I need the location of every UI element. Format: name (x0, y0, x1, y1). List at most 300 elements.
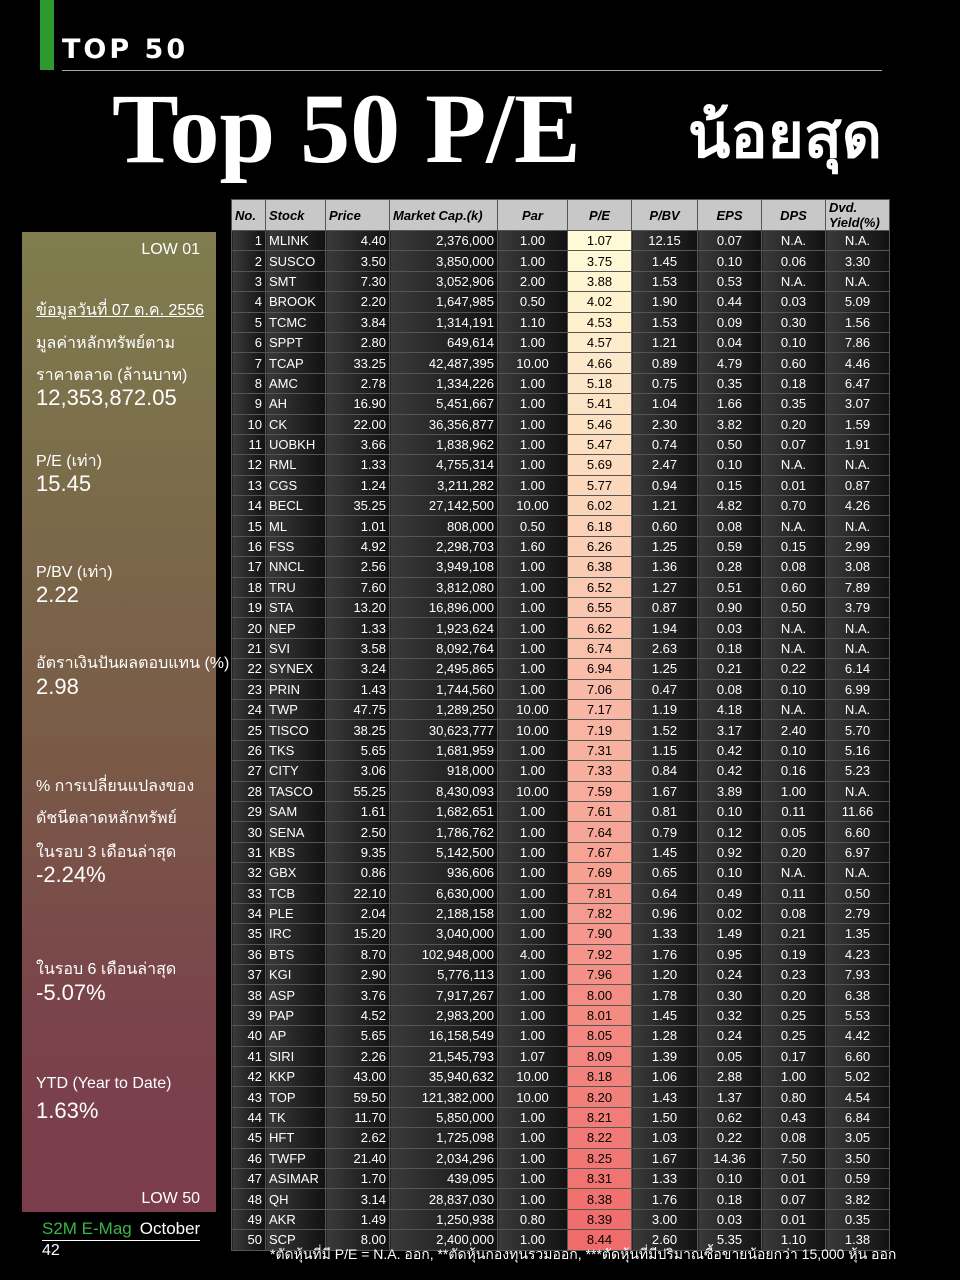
cell-stock: MLINK (266, 231, 326, 251)
cell-dps: N.A. (762, 455, 826, 475)
cell-par: 1.00 (498, 577, 568, 597)
cell-market-cap: 2,034,296 (390, 1148, 498, 1168)
cell-market-cap: 1,744,560 (390, 679, 498, 699)
cell-price: 59.50 (326, 1087, 390, 1107)
cell-par: 10.00 (498, 699, 568, 719)
cell-dps: 0.16 (762, 761, 826, 781)
cell-no: 18 (232, 577, 266, 597)
cell-market-cap: 1,314,191 (390, 312, 498, 332)
cell-price: 15.20 (326, 924, 390, 944)
cell-stock: TWP (266, 699, 326, 719)
cell-par: 2.00 (498, 271, 568, 291)
cell-par: 0.50 (498, 516, 568, 536)
cell-pbv: 0.96 (632, 903, 698, 923)
cell-no: 34 (232, 903, 266, 923)
table-row (232, 332, 890, 352)
cell-par: 1.00 (498, 1107, 568, 1127)
cell-market-cap: 28,837,030 (390, 1189, 498, 1209)
cell-eps: 0.10 (698, 251, 762, 271)
cell-market-cap: 1,334,226 (390, 373, 498, 393)
cell-par: 1.00 (498, 414, 568, 434)
cell-market-cap: 2,983,200 (390, 1005, 498, 1025)
table-row (232, 475, 890, 495)
cell-par: 1.00 (498, 618, 568, 638)
cell-dps: 0.11 (762, 801, 826, 821)
change-3m-label: ในรอบ 3 เดือนล่าสุด (36, 844, 177, 861)
cell-par: 1.00 (498, 373, 568, 393)
cell-pbv: 0.79 (632, 822, 698, 842)
cell-pbv: 0.65 (632, 863, 698, 883)
cell-dvd-yield: 6.47 (826, 373, 890, 393)
cell-pe: 5.69 (568, 455, 632, 475)
cell-dps: 0.20 (762, 414, 826, 434)
cell-price: 1.49 (326, 1209, 390, 1229)
change-6m-label: ในรอบ 6 เดือนล่าสุด (36, 961, 177, 978)
cell-dvd-yield: 5.53 (826, 1005, 890, 1025)
cell-dvd-yield: 5.02 (826, 1067, 890, 1087)
cell-pbv: 1.21 (632, 496, 698, 516)
cell-market-cap: 35,940,632 (390, 1067, 498, 1087)
cell-no: 25 (232, 720, 266, 740)
cell-par: 1.00 (498, 394, 568, 414)
cell-stock: TK (266, 1107, 326, 1127)
cell-no: 23 (232, 679, 266, 699)
cell-market-cap: 42,487,395 (390, 353, 498, 373)
cell-stock: PLE (266, 903, 326, 923)
cell-no: 42 (232, 1067, 266, 1087)
cell-pbv: 1.21 (632, 332, 698, 352)
cell-price: 7.30 (326, 271, 390, 291)
cell-eps: 0.42 (698, 740, 762, 760)
cell-par: 1.60 (498, 536, 568, 556)
cell-eps: 0.12 (698, 822, 762, 842)
cell-dps: 0.06 (762, 251, 826, 271)
cell-dps: 2.40 (762, 720, 826, 740)
cell-pe: 4.57 (568, 332, 632, 352)
cell-pbv: 1.67 (632, 1148, 698, 1168)
cell-pe: 5.77 (568, 475, 632, 495)
table-row (232, 1026, 890, 1046)
cell-par: 10.00 (498, 720, 568, 740)
header-divider (62, 70, 882, 71)
cell-stock: STA (266, 598, 326, 618)
table-row (232, 1128, 890, 1148)
cell-no: 2 (232, 251, 266, 271)
cell-dps: 0.21 (762, 924, 826, 944)
cell-no: 7 (232, 353, 266, 373)
cell-par: 1.07 (498, 1046, 568, 1066)
cell-price: 22.00 (326, 414, 390, 434)
cell-price: 43.00 (326, 1067, 390, 1087)
cell-price: 2.78 (326, 373, 390, 393)
cell-par: 1.00 (498, 557, 568, 577)
table-row (232, 699, 890, 719)
cell-price: 9.35 (326, 842, 390, 862)
cell-eps: 0.44 (698, 292, 762, 312)
cell-dvd-yield: 0.59 (826, 1168, 890, 1188)
cell-market-cap: 439,095 (390, 1168, 498, 1188)
cell-stock: SUSCO (266, 251, 326, 271)
cell-eps: 0.15 (698, 475, 762, 495)
cell-dvd-yield: 5.70 (826, 720, 890, 740)
cell-dps: 0.11 (762, 883, 826, 903)
cell-dps: 0.50 (762, 598, 826, 618)
cell-pbv: 1.76 (632, 1189, 698, 1209)
cell-dps: 7.50 (762, 1148, 826, 1168)
cell-stock: TKS (266, 740, 326, 760)
cell-price: 3.66 (326, 434, 390, 454)
table-row (232, 496, 890, 516)
cell-stock: CK (266, 414, 326, 434)
cell-pbv: 1.33 (632, 1168, 698, 1188)
cell-market-cap: 1,786,762 (390, 822, 498, 842)
cell-eps: 3.89 (698, 781, 762, 801)
cell-stock: SMT (266, 271, 326, 291)
cell-market-cap: 4,755,314 (390, 455, 498, 475)
cell-stock: TASCO (266, 781, 326, 801)
cell-no: 13 (232, 475, 266, 495)
cell-pe: 7.64 (568, 822, 632, 842)
cell-eps: 0.35 (698, 373, 762, 393)
cell-eps: 0.08 (698, 679, 762, 699)
cell-dps: 0.19 (762, 944, 826, 964)
cell-par: 4.00 (498, 944, 568, 964)
col-stock: Stock (266, 200, 326, 231)
cell-pbv: 1.52 (632, 720, 698, 740)
cell-price: 1.24 (326, 475, 390, 495)
cell-no: 17 (232, 557, 266, 577)
magazine-month: October (139, 1219, 201, 1238)
cell-price: 0.86 (326, 863, 390, 883)
cell-dvd-yield: 0.50 (826, 883, 890, 903)
table-row (232, 434, 890, 454)
cell-par: 1.00 (498, 1148, 568, 1168)
cell-price: 5.65 (326, 740, 390, 760)
cell-dvd-yield: 3.50 (826, 1148, 890, 1168)
cell-dvd-yield: 1.56 (826, 312, 890, 332)
cell-pbv: 1.28 (632, 1026, 698, 1046)
cell-stock: TCB (266, 883, 326, 903)
cell-price: 5.65 (326, 1026, 390, 1046)
cell-market-cap: 1,647,985 (390, 292, 498, 312)
mcap-label-2: ราคาตลาด (ล้านบาท) (36, 367, 188, 384)
table-row (232, 251, 890, 271)
cell-no: 21 (232, 638, 266, 658)
cell-no: 36 (232, 944, 266, 964)
cell-pbv: 1.15 (632, 740, 698, 760)
cell-pe: 6.52 (568, 577, 632, 597)
cell-pe: 8.09 (568, 1046, 632, 1066)
cell-par: 0.50 (498, 292, 568, 312)
cell-stock: NEP (266, 618, 326, 638)
cell-market-cap: 3,040,000 (390, 924, 498, 944)
cell-price: 2.04 (326, 903, 390, 923)
cell-dvd-yield: 6.84 (826, 1107, 890, 1127)
cell-market-cap: 121,382,000 (390, 1087, 498, 1107)
cell-par: 10.00 (498, 496, 568, 516)
cell-eps: 0.90 (698, 598, 762, 618)
cell-pbv: 0.75 (632, 373, 698, 393)
cell-dvd-yield: 2.99 (826, 536, 890, 556)
cell-market-cap: 1,250,938 (390, 1209, 498, 1229)
cell-dvd-yield: 5.09 (826, 292, 890, 312)
cell-price: 38.25 (326, 720, 390, 740)
cell-pe: 8.20 (568, 1087, 632, 1107)
cell-no: 15 (232, 516, 266, 536)
cell-no: 50 (232, 1230, 266, 1250)
cell-market-cap: 2,495,865 (390, 659, 498, 679)
cell-no: 16 (232, 536, 266, 556)
cell-dps: 0.01 (762, 1209, 826, 1229)
cell-price: 1.70 (326, 1168, 390, 1188)
cell-eps: 5.35 (698, 1230, 762, 1250)
cell-stock: PRIN (266, 679, 326, 699)
cell-pe: 7.33 (568, 761, 632, 781)
page-title: Top 50 P/E (112, 73, 581, 184)
cell-market-cap: 3,052,906 (390, 271, 498, 291)
cell-dps: N.A. (762, 516, 826, 536)
cell-dvd-yield: 4.23 (826, 944, 890, 964)
cell-par: 1.00 (498, 455, 568, 475)
cell-eps: 0.24 (698, 965, 762, 985)
cell-market-cap: 808,000 (390, 516, 498, 536)
cell-no: 49 (232, 1209, 266, 1229)
cell-dvd-yield: 6.97 (826, 842, 890, 862)
cell-no: 44 (232, 1107, 266, 1127)
cell-price: 2.56 (326, 557, 390, 577)
cell-dvd-yield: 6.99 (826, 679, 890, 699)
cell-pe: 7.96 (568, 965, 632, 985)
cell-price: 2.62 (326, 1128, 390, 1148)
cell-pe: 8.38 (568, 1189, 632, 1209)
cell-no: 40 (232, 1026, 266, 1046)
cell-no: 24 (232, 699, 266, 719)
cell-price: 33.25 (326, 353, 390, 373)
cell-no: 38 (232, 985, 266, 1005)
cell-par: 1.00 (498, 842, 568, 862)
table-row (232, 903, 890, 923)
table-row (232, 679, 890, 699)
cell-par: 1.00 (498, 924, 568, 944)
cell-dvd-yield: 1.38 (826, 1230, 890, 1250)
cell-stock: UOBKH (266, 434, 326, 454)
cell-dvd-yield: 4.46 (826, 353, 890, 373)
cell-no: 1 (232, 231, 266, 251)
cell-no: 30 (232, 822, 266, 842)
cell-stock: ASP (266, 985, 326, 1005)
cell-market-cap: 5,451,667 (390, 394, 498, 414)
cell-dvd-yield: 4.42 (826, 1026, 890, 1046)
table-row (232, 1005, 890, 1025)
cell-eps: 0.50 (698, 434, 762, 454)
cell-pe: 8.44 (568, 1230, 632, 1250)
cell-pe: 3.75 (568, 251, 632, 271)
table-row (232, 965, 890, 985)
table-row (232, 924, 890, 944)
table-row (232, 455, 890, 475)
cell-no: 8 (232, 373, 266, 393)
cell-dvd-yield: 6.60 (826, 1046, 890, 1066)
cell-no: 4 (232, 292, 266, 312)
magazine-name: S2M E-Mag (42, 1219, 132, 1238)
table-row (232, 577, 890, 597)
cell-price: 2.80 (326, 332, 390, 352)
cell-dvd-yield: N.A. (826, 863, 890, 883)
cell-pe: 6.02 (568, 496, 632, 516)
cell-dps: 0.08 (762, 903, 826, 923)
cell-dvd-yield: N.A. (826, 231, 890, 251)
cell-pbv: 12.15 (632, 231, 698, 251)
col-eps: EPS (698, 200, 762, 231)
table-row (232, 1087, 890, 1107)
table-row (232, 353, 890, 373)
cell-no: 47 (232, 1168, 266, 1188)
cell-pbv: 1.45 (632, 842, 698, 862)
cell-stock: SENA (266, 822, 326, 842)
table-row (232, 863, 890, 883)
cell-price: 1.33 (326, 618, 390, 638)
cell-dps: 0.08 (762, 1128, 826, 1148)
cell-price: 4.52 (326, 1005, 390, 1025)
cell-par: 10.00 (498, 1087, 568, 1107)
cell-eps: 0.42 (698, 761, 762, 781)
cell-pbv: 0.74 (632, 434, 698, 454)
cell-dvd-yield: 3.79 (826, 598, 890, 618)
cell-dps: N.A. (762, 638, 826, 658)
cell-market-cap: 1,725,098 (390, 1128, 498, 1148)
cell-dvd-yield: 4.54 (826, 1087, 890, 1107)
cell-dps: N.A. (762, 699, 826, 719)
cell-pbv: 1.50 (632, 1107, 698, 1127)
cell-pe: 8.18 (568, 1067, 632, 1087)
cell-pe: 8.31 (568, 1168, 632, 1188)
cell-eps: 0.18 (698, 638, 762, 658)
cell-dps: N.A. (762, 271, 826, 291)
cell-dvd-yield: N.A. (826, 455, 890, 475)
cell-eps: 0.03 (698, 618, 762, 638)
cell-dvd-yield: 2.79 (826, 903, 890, 923)
yield-value: 2.98 (36, 674, 79, 699)
cell-pbv: 1.39 (632, 1046, 698, 1066)
table-row (232, 740, 890, 760)
cell-par: 1.00 (498, 822, 568, 842)
cell-market-cap: 936,606 (390, 863, 498, 883)
cell-eps: 3.17 (698, 720, 762, 740)
cell-dvd-yield: 3.30 (826, 251, 890, 271)
col-pbv: P/BV (632, 200, 698, 231)
cell-pe: 6.55 (568, 598, 632, 618)
cell-par: 10.00 (498, 781, 568, 801)
cell-no: 19 (232, 598, 266, 618)
cell-pe: 5.41 (568, 394, 632, 414)
cell-stock: HFT (266, 1128, 326, 1148)
cell-price: 2.90 (326, 965, 390, 985)
table-row (232, 822, 890, 842)
cell-price: 4.92 (326, 536, 390, 556)
cell-eps: 4.79 (698, 353, 762, 373)
index-change-label-1: % การเปลี่ยนแปลงของ (36, 778, 195, 795)
cell-market-cap: 5,776,113 (390, 965, 498, 985)
cell-price: 22.10 (326, 883, 390, 903)
pe-value: 15.45 (36, 471, 92, 496)
cell-stock: SCP (266, 1230, 326, 1250)
cell-pbv: 1.20 (632, 965, 698, 985)
cell-eps: 0.10 (698, 1168, 762, 1188)
cell-dps: N.A. (762, 231, 826, 251)
cell-stock: BECL (266, 496, 326, 516)
cell-pe: 5.47 (568, 434, 632, 454)
cell-market-cap: 5,142,500 (390, 842, 498, 862)
cell-eps: 1.66 (698, 394, 762, 414)
cell-market-cap: 3,211,282 (390, 475, 498, 495)
cell-stock: IRC (266, 924, 326, 944)
cell-dvd-yield: 6.60 (826, 822, 890, 842)
col-no: No. (232, 200, 266, 231)
cell-pbv: 1.90 (632, 292, 698, 312)
cell-pbv: 3.00 (632, 1209, 698, 1229)
cell-par: 1.00 (498, 1026, 568, 1046)
cell-market-cap: 3,949,108 (390, 557, 498, 577)
cell-dps: 0.07 (762, 434, 826, 454)
cell-dps: 0.07 (762, 1189, 826, 1209)
cell-dps: 0.01 (762, 475, 826, 495)
table-row (232, 842, 890, 862)
cell-price: 3.76 (326, 985, 390, 1005)
cell-eps: 0.32 (698, 1005, 762, 1025)
cell-price: 1.33 (326, 455, 390, 475)
cell-pe: 4.02 (568, 292, 632, 312)
cell-pbv: 1.19 (632, 699, 698, 719)
cell-eps: 0.03 (698, 1209, 762, 1229)
cell-dps: 0.17 (762, 1046, 826, 1066)
cell-no: 31 (232, 842, 266, 862)
cell-stock: TWFP (266, 1148, 326, 1168)
cell-market-cap: 6,630,000 (390, 883, 498, 903)
low-bottom-label: LOW 50 (141, 1190, 200, 1207)
cell-dvd-yield: N.A. (826, 638, 890, 658)
table-row (232, 557, 890, 577)
section-label: TOP 50 (62, 34, 189, 65)
cell-no: 48 (232, 1189, 266, 1209)
cell-no: 46 (232, 1148, 266, 1168)
cell-par: 1.00 (498, 985, 568, 1005)
cell-price: 2.50 (326, 822, 390, 842)
cell-pbv: 1.43 (632, 1087, 698, 1107)
cell-par: 1.00 (498, 679, 568, 699)
cell-price: 3.84 (326, 312, 390, 332)
cell-eps: 0.30 (698, 985, 762, 1005)
cell-price: 2.20 (326, 292, 390, 312)
cell-market-cap: 2,188,158 (390, 903, 498, 923)
cell-stock: AH (266, 394, 326, 414)
cell-dvd-yield: N.A. (826, 699, 890, 719)
cell-dvd-yield: N.A. (826, 271, 890, 291)
cell-dps: 0.10 (762, 679, 826, 699)
cell-eps: 0.49 (698, 883, 762, 903)
cell-eps: 2.88 (698, 1067, 762, 1087)
cell-stock: FSS (266, 536, 326, 556)
cell-pe: 8.21 (568, 1107, 632, 1127)
cell-dvd-yield: 6.14 (826, 659, 890, 679)
cell-market-cap: 16,896,000 (390, 598, 498, 618)
cell-price: 13.20 (326, 598, 390, 618)
cell-pbv: 1.45 (632, 1005, 698, 1025)
cell-par: 1.00 (498, 1005, 568, 1025)
cell-stock: CGS (266, 475, 326, 495)
cell-market-cap: 649,614 (390, 332, 498, 352)
cell-pbv: 0.87 (632, 598, 698, 618)
cell-eps: 0.28 (698, 557, 762, 577)
